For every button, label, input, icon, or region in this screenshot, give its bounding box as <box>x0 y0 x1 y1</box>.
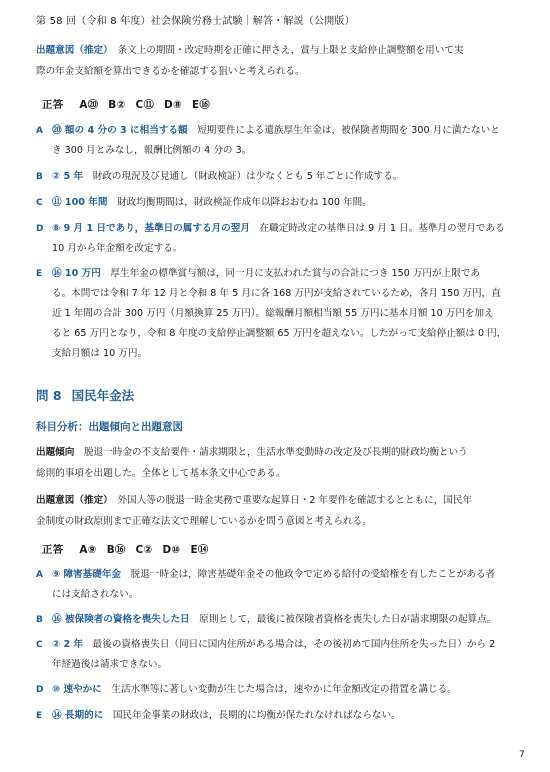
q7-answer-label: 正答 <box>42 99 64 111</box>
q8-answer-e: E⑭ <box>190 544 209 556</box>
q7-entry-c <box>36 193 520 213</box>
q7-entry-a-line-2: き 300 月とみなし，報酬比例額の 4 分の 3。 <box>52 145 252 156</box>
q7-entry-c-letter: C <box>36 198 43 208</box>
q7-entry-d-letter: D <box>36 224 44 234</box>
q7-intent-paragraph <box>36 40 516 82</box>
q7-intent-line-1: 条文上の期間・改定時期を正確に押さえ，賞与上限と支給停止調整額を用いて実 <box>107 45 464 56</box>
q8-intent-line-1: 外国人等の脱退一時金実務で重要な起算日・2 年要件を確認するとともに，国民年 <box>107 495 473 506</box>
q8-entry-c-letter: C <box>36 640 43 650</box>
q8-intent-label: 出題意図（推定） <box>36 495 108 506</box>
q7-entry-a-letter: A <box>36 126 43 136</box>
q8-entry-b <box>36 610 520 630</box>
section-title <box>36 386 134 404</box>
q8-entry-e-letter: E <box>36 711 43 721</box>
q8-answer-line <box>42 541 215 556</box>
q8-trend-line-2: 総則的事項を出題した。全体として基本条文中心である。 <box>36 468 286 479</box>
q7-entry-e <box>36 264 520 364</box>
q8-entry-c-head: ② 2 年 <box>52 639 84 650</box>
q8-entry-d-head: ⑩ 速やかに <box>52 684 102 695</box>
q7-entry-e-head: ⑯ 10 万円 <box>52 268 101 279</box>
q8-entry-b-head: ⑯ 被保険者の資格を喪失した日 <box>52 614 190 625</box>
q7-entry-b-head: ② 5 年 <box>52 171 84 182</box>
q8-entry-b-line-1: 原則として，最後に被保険者資格を喪失した日が請求期限の起算点。 <box>189 614 497 625</box>
q7-answer-c: C⑪ <box>135 99 155 111</box>
q7-entry-e-line-4: ると 65 万円となり，令和 8 年度の支給停止調整額 65 万円を超えない。したがって支給停止額は 0 円， <box>52 328 507 339</box>
q7-entry-c-line-1: 財政均衡期間は，財政検証作成年以降おおむね 100 年間。 <box>107 197 372 208</box>
q7-entry-b-line-1: 財政の現況及び見通し（財政検証）は少なくとも 5 年ごとに作成する。 <box>83 171 403 182</box>
q7-entry-e-line-3: 近 1 年間の合計 300 万円（月額換算 25 万円）。総報酬月額相当額 55 万円に基本月額 10 万円を加え <box>52 308 494 319</box>
q7-answer-line <box>42 96 216 111</box>
q7-entry-a-head: ⑳ 額の 4 分の 3 に相当する額 <box>52 125 188 136</box>
q7-answer-a: A⑳ <box>79 99 99 111</box>
q8-trend-label: 出題傾向 <box>36 447 75 458</box>
q8-answer-b: B⑯ <box>106 544 126 556</box>
q7-answer-e: E⑯ <box>192 99 211 111</box>
q8-trend-paragraph <box>36 442 516 484</box>
q7-intent-label: 出題意図（推定） <box>36 45 108 56</box>
q8-entry-d-line-1: 生活水準等に著しい変動が生じた場合は，速やかに年金額改定の措置を講じる。 <box>101 684 457 695</box>
q7-entry-d-line-2: 10 月から年金額を改定する。 <box>52 243 183 254</box>
q7-entry-e-line-1: 厚生年金の標準賞与額は，同一月に支払われた賞与の合計につき 150 万円が上限であ <box>100 268 480 279</box>
q8-trend-line-1: 脱退一時金の不支給要件・請求期限と，生活水準変動時の改定及び長期的財政均衡という <box>74 447 468 458</box>
q8-entry-a-line-2: には支給されない。 <box>52 589 139 600</box>
section-name: 国民年金法 <box>71 388 135 403</box>
q8-entry-c-line-2: 年経過後は請求できない。 <box>52 659 168 670</box>
q7-entry-a-line-1: 短期要件による遺族厚生年金は，被保険者期間を 300 月に満たないと <box>187 125 500 136</box>
q8-intent-paragraph <box>36 490 516 532</box>
q7-entry-d-head: ⑧ 9 月 1 日であり，基準日の属する月の翌月 <box>52 223 250 234</box>
q8-intent-line-2: 金制度の財政原則まで正確な法文で理解しているかを問う意図と考えられる。 <box>36 516 372 527</box>
q7-entry-c-head: ⑪ 100 年間 <box>52 197 108 208</box>
q8-entry-d-letter: D <box>36 685 44 695</box>
q7-entry-e-line-5: 支給月額は 10 万円。 <box>52 348 148 359</box>
q8-entry-c <box>36 635 520 675</box>
q8-entry-d <box>36 680 520 700</box>
q8-entry-a-head: ⑨ 障害基礎年金 <box>52 569 122 580</box>
q8-entry-b-letter: B <box>36 615 43 625</box>
q8-entry-a-letter: A <box>36 570 43 580</box>
q7-answer-d: D⑧ <box>164 99 183 111</box>
q7-answer-b: B② <box>108 99 126 111</box>
q7-entry-a <box>36 121 520 161</box>
q7-entry-b <box>36 167 520 187</box>
q7-entry-d <box>36 219 520 259</box>
q8-answer-c: C② <box>135 544 153 556</box>
q8-entry-a-line-1: 脱退一時金は，障害基礎年金その他政令で定める給付の受給権を有したことがある者 <box>121 569 496 580</box>
section-number: 問 8 <box>36 388 62 403</box>
q7-entry-b-letter: B <box>36 172 43 182</box>
q8-answer-label: 正答 <box>42 544 64 556</box>
q8-entry-e-head: ⑭ 長期的に <box>52 710 104 721</box>
q7-entry-e-letter: E <box>36 269 43 279</box>
q8-entry-c-line-1: 最後の資格喪失日（同日に国内住所がある場合は，その後初めて国内住所を失った日）から 2 <box>83 639 496 650</box>
q8-entry-e-line-1: 国民年金事業の財政は，長期的に均衡が保たれなければならない。 <box>103 710 401 721</box>
q8-entry-a <box>36 565 520 605</box>
q7-entry-d-line-1: 在職定時改定の基準日は 9 月 1 日。基準月の翌月である <box>249 223 505 234</box>
q8-answer-d: D⑩ <box>162 544 181 556</box>
section-subtitle: 科目分析：出題傾向と出題意図 <box>36 421 183 433</box>
page-header: 第 58 回（令和 8 年度）社会保険労務士試験｜解答・解説（公開版） <box>36 16 355 27</box>
q7-intent-line-2: 際の年金支給額を算出できるかを確認する狙いと考えられる。 <box>36 66 305 77</box>
q8-answer-a: A⑨ <box>79 544 97 556</box>
q7-entry-e-line-2: る。本問では令和 7 年 12 月と令和 8 年 5 月に各 168 万円が支給されているため，各月 150 万円，直 <box>52 288 501 299</box>
page-number: 7 <box>519 750 525 760</box>
q8-entry-e <box>36 706 520 726</box>
